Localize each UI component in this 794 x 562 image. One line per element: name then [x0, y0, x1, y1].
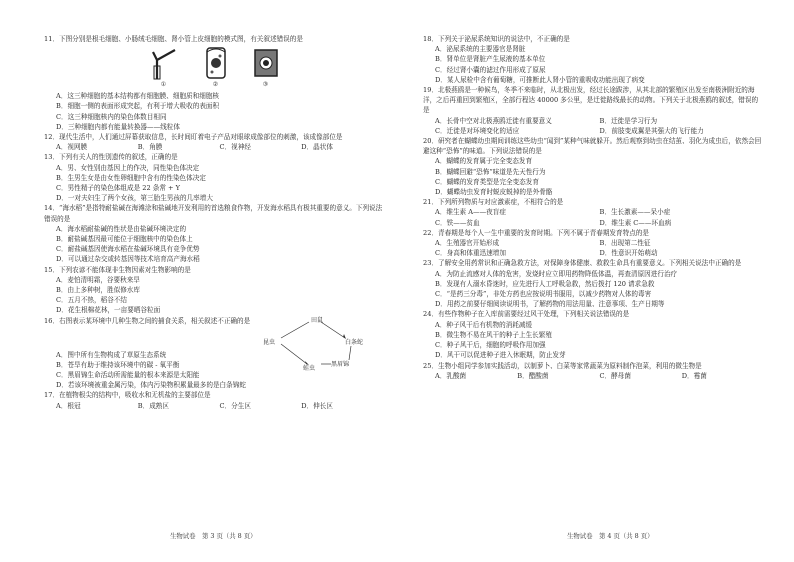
question-21	[423, 197, 764, 228]
option: D．某人尿检中含有葡萄糖，可推断此人肾小管的重吸收功能出现了病变	[435, 75, 645, 84]
option: D．维生素 C——坏血病	[599, 218, 672, 227]
question-19	[423, 85, 764, 136]
option-row	[423, 248, 764, 258]
question-stem: 24．有些作物种子在入库前需要经过风干处理，下列相关说法错误的是	[423, 310, 630, 319]
option: B．角膜	[137, 143, 163, 152]
question-stem: 19．北极燕鸥是一种候鸟，冬季不来临时，从北极出发，经过长途跋涉，从其北部的繁殖区出发至南极洲附近的海洋，之后再重回到繁殖区，全部行程达 40000 多公里，是迁徙路线最长的动物。下列关于北极燕鸥的叙述，错误的是	[423, 86, 759, 115]
option: C．蝴蝶的发育类型是完全变态发育	[435, 177, 539, 186]
option: C．经过肾小囊的滤过作用形成了原尿	[435, 65, 546, 74]
option: D．伸长区	[301, 401, 333, 410]
option-row	[44, 401, 383, 411]
option: B．耐盐碱基因最可能位于细胞核中的染色体上	[56, 235, 193, 244]
option: B．生男生女是由女性卵细胞中含有的性染色体决定	[56, 173, 206, 182]
option: A．生殖器官开始形成	[435, 239, 500, 248]
question-22	[423, 228, 764, 259]
option: B．细胞一侧的表面形成突起，有利于增大吸收的表面积	[56, 102, 220, 111]
food-web-node: 田鼠	[311, 316, 324, 324]
option-row	[423, 116, 764, 126]
option: D．晶状体	[301, 143, 333, 152]
question-13	[44, 152, 383, 203]
option: D．若该环境被重金属污染，体内污染物积累量最多的是白条锦蛇	[56, 381, 246, 390]
option: C．迁徙是对环境变化的适应	[435, 126, 520, 135]
question-16	[44, 316, 383, 391]
option: D．风干可以促进种子进入休眠期，防止发芽	[435, 351, 566, 360]
option: C．耐盐碱基因使海水稻在盐碱环境具有竞争优势	[56, 245, 200, 254]
option: D．前肢变成翼是其强大的飞行能力	[599, 126, 704, 135]
option: D．一对夫妇生了两个女孩，第三胎生男孩的几率增大	[56, 194, 213, 203]
option: A．视网膜	[56, 143, 88, 152]
question-18	[423, 34, 764, 85]
option: C．身高和体重迅速增加	[435, 249, 506, 258]
question-24	[423, 309, 764, 360]
option-row	[423, 126, 764, 136]
option: D．霉菌	[681, 371, 707, 380]
option: B．发现有人溺水昏迷时，应先进行人工呼吸急救，然后拨打 120 请求急救	[435, 279, 655, 288]
option: C．种子风干后，细胞的呼吸作用加强	[435, 341, 546, 350]
tubule-cell-figure	[253, 46, 279, 90]
question-23	[423, 258, 764, 309]
question-stem: 15．下列农谚不能体现非生物因素对生物影响的是	[44, 265, 191, 274]
option-row	[423, 207, 764, 217]
option: B．迁徙是学习行为	[599, 116, 658, 125]
option: C．视神经	[219, 143, 251, 152]
question-stem: 21．下列所列物质与对应激素症，不相符合的是	[423, 198, 564, 207]
option: B．生长激素——呆小症	[599, 208, 671, 217]
food-web-node: 黑眉锦	[331, 360, 350, 368]
option: A．为防止流感对人体的危害，发烧时应立即用药物降低体温，再查清原因进行治疗	[435, 269, 678, 278]
option: C．黑眉锦生命活动所需能量的根本来源是太阳能	[56, 371, 200, 380]
option: D．三种细胞内都有能量转换器——线粒体	[56, 122, 180, 131]
option: A．长骨中空对北极燕鸥迁徙有重要意义	[435, 116, 552, 125]
option: A．泌尿系统的主要器官是肾脏	[435, 45, 526, 54]
figure-label-2: ②	[212, 81, 219, 88]
option: D．蝴蝶幼虫发育时蜕皮蜕掉的是外骨骼	[435, 188, 553, 197]
villus-cell-figure	[205, 46, 227, 90]
question-stem: 11．下图分别是根毛细胞、小肠绒毛细胞、肾小管上皮细胞的模式图，有关叙述错误的是	[44, 35, 303, 43]
food-web-node: 蛙虫	[303, 364, 316, 372]
question-stem: 18．下列关于泌尿系统知识的说法中，不正确的是	[423, 35, 570, 43]
question-12	[44, 132, 383, 152]
option: D．性意识开始萌动	[599, 249, 658, 258]
option: C．五月不热，稻谷不结	[56, 296, 127, 305]
option: B．微生物不易在风干的种子上生长繁殖	[435, 330, 552, 339]
option: A．图中所有生物构成了草原生态系统	[56, 350, 167, 359]
option: A．乳酸菌	[435, 371, 467, 380]
food-web-node: 白条蛇	[345, 338, 364, 346]
question-25	[423, 361, 764, 381]
question-stem: 16．右图表示某环境中几种生物之间的捕食关系，相关叙述不正确的是	[44, 316, 251, 325]
option: B．苍旱有助于维持该环境中的碳 - 氧平衡	[56, 360, 180, 369]
question-11	[44, 34, 383, 132]
root-hair-cell-figure	[149, 46, 179, 90]
cell-figures	[44, 46, 383, 90]
option: A．男、女性别由基因上的作决，同性染色体决定	[56, 163, 200, 172]
page-footer: 生物试卷 第 4 页（共 8 页）	[567, 532, 654, 540]
question-20	[423, 136, 764, 197]
option: D．用药之前要仔细阅读说明书，了解药物的用法用量、注意事项、生产日期等	[435, 300, 665, 309]
question-17	[44, 390, 383, 410]
option: A．根冠	[56, 401, 81, 410]
option: B．醋酸菌	[517, 371, 549, 380]
option: A．蝴蝶的发育属于完全变态发育	[435, 157, 533, 166]
option: A．这三种细胞的基本结构都有细胞膜、细胞质和细胞核	[56, 92, 220, 101]
option: C．这三种细胞核内的染色体数目相同	[56, 112, 167, 121]
option: D．可以通过杂交或转基因等技术培育高产海水稻	[56, 255, 200, 264]
option-row	[423, 218, 764, 228]
option: D．花生根棉花林，一亩要晒谷粒面	[56, 306, 161, 315]
option: A．海水稻耐盐碱的性状是由盐碱环境决定的	[56, 224, 187, 233]
right-page	[397, 0, 794, 562]
question-stem: 14．“海水稻”是指特耐盐碱在海滩涂和盐碱地开发利用的首选粮食作物，开发海水稻具有极其重要的意义。下列说法错误的是	[44, 204, 383, 223]
question-stem: 13．下列有关人的性别遗传的叙述，正确的是	[44, 153, 178, 162]
question-15	[44, 265, 383, 316]
option: B．出现第二性征	[599, 239, 651, 248]
figure-label-1: ①	[160, 81, 167, 88]
food-web-figure	[259, 316, 383, 374]
figure-label-3: ③	[262, 81, 269, 88]
option: C．男性精子的染色体组成是 22 条常 + Y	[56, 184, 181, 193]
option: C．分生区	[219, 401, 251, 410]
option: A．种子风干后有机物的消耗减缓	[435, 320, 533, 329]
option: C．“是药三分毒”，非处方药也应按说明书服用，以减少药物对人体的毒害	[435, 290, 652, 299]
question-stem: 12．现代生活中，人们通过屏幕获取信息，长时间盯着电子产品对眼球成像部位的刺激，该成像部位是	[44, 133, 343, 142]
option: B．由上多种树，胜似修水库	[56, 286, 140, 295]
option: C．铁——贫血	[435, 218, 480, 227]
page-footer: 生物试卷 第 3 页（共 8 页）	[170, 532, 257, 540]
food-web-node: 昆虫	[263, 338, 276, 346]
option: B．肾单位是肾脏产生尿液的基本单位	[435, 55, 546, 64]
question-stem: 20．研究者在蝴蝶幼虫期间训练这些幼虫“闻到”某种气味就躲开。然后观察到幼虫在结茧、羽化为成虫后，依然会回避这种“恐怖”的味道。下列说法错误的是	[423, 137, 762, 156]
question-stem: 22．青春期是每个人一生中重要的发育时期。下列不属于青春期发育特点的是	[423, 228, 649, 237]
option: B．蝴蝶回避“恐怖”味道是先天性行为	[435, 167, 546, 176]
question-stem: 25．生物小组同学参加实践活动，以制萝卜、白菜等家常蔬菜为原料制作泡菜，利用的微生物是	[423, 361, 702, 370]
option-row	[423, 238, 764, 248]
option-row	[423, 371, 764, 381]
question-stem: 23．了解安全用药常识和正确急救方法，对保障身体健康、救救生命具有重要意义。下列相关说法中正确的是	[423, 259, 742, 268]
question-14	[44, 203, 383, 264]
option: B．成熟区	[137, 401, 169, 410]
option: A．维生素 A——夜盲症	[435, 208, 506, 217]
option: C．酵母菌	[599, 371, 631, 380]
option: A．麦怕清明霜，谷要秋来旱	[56, 275, 140, 284]
question-stem: 17．在植物根尖的结构中，吸收水和无机盐的主要部位是	[44, 391, 211, 400]
option-row	[44, 142, 383, 152]
